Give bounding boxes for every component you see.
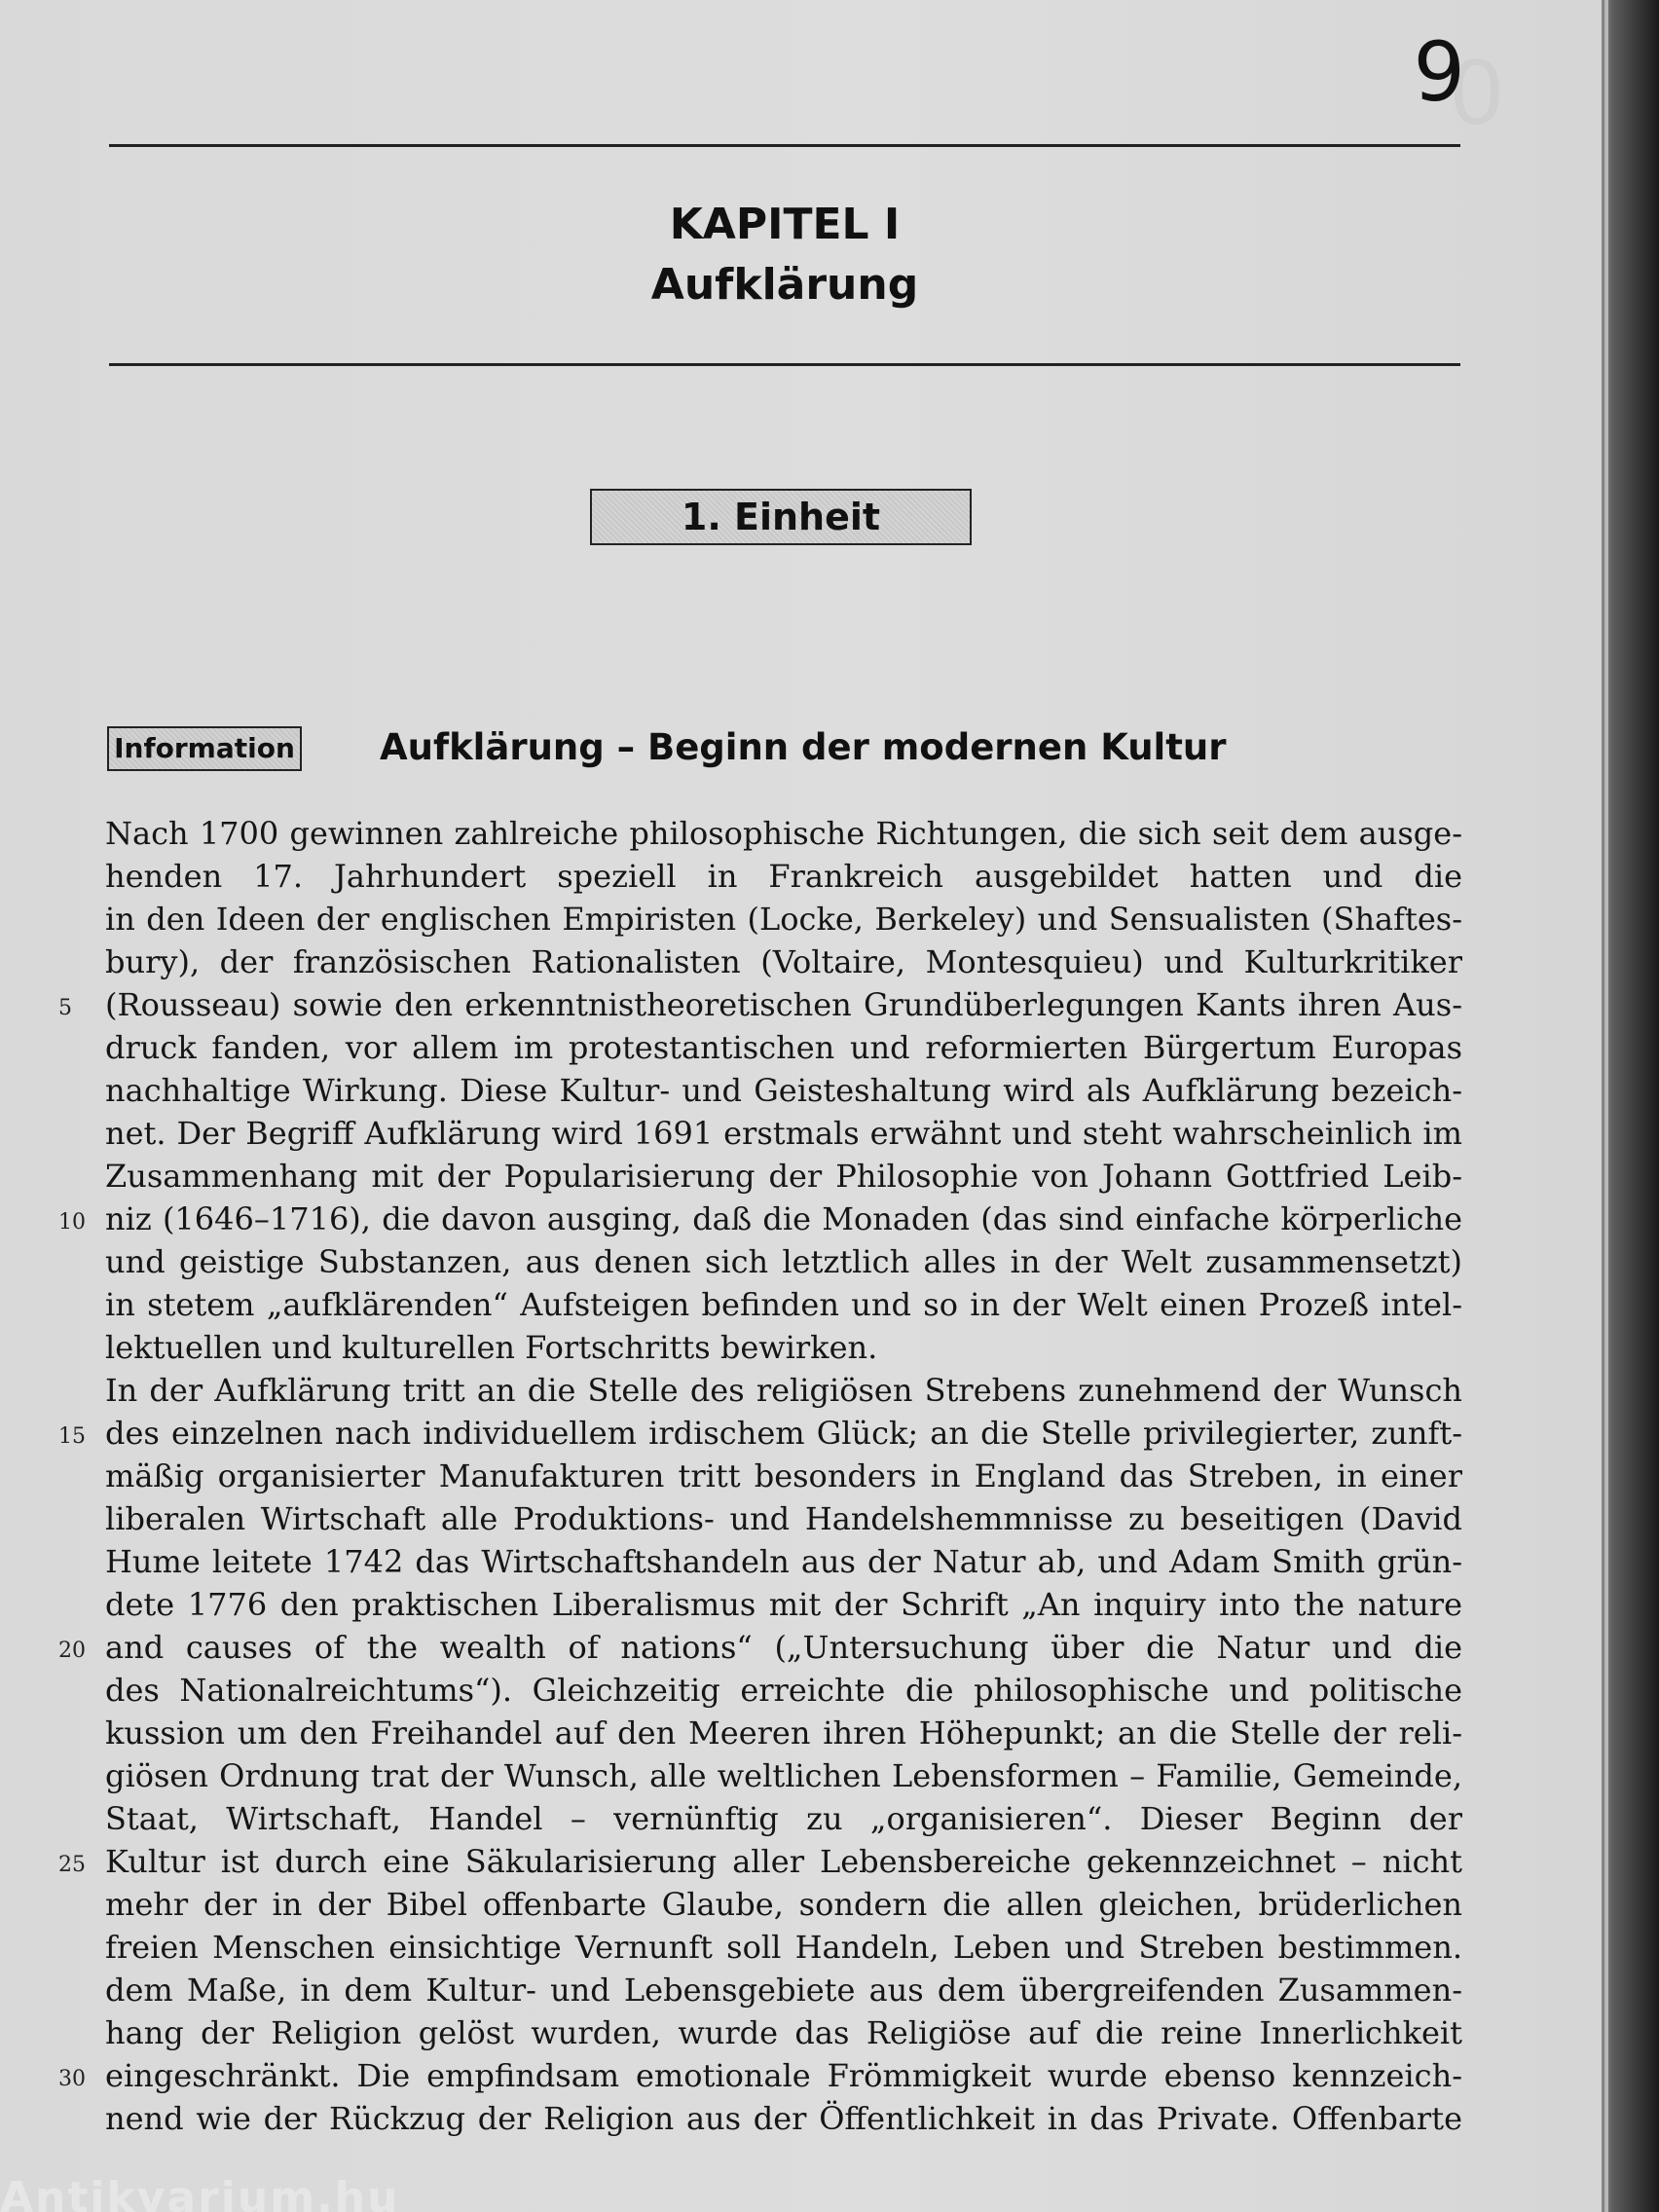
line-text: (Rousseau) sowie den erkenntnistheoretischen Grundüberlegungen Kants ihren Aus- (105, 986, 1462, 1023)
line-text: dete 1776 den praktischen Liberalismus mit der Schrift „An inquiry into the nature (105, 1586, 1462, 1623)
page-edge-highlight (1604, 0, 1608, 2212)
line-text: in den Ideen der englischen Empiristen (Locke, Berkeley) und Sensualisten (Shaftes- (105, 901, 1462, 938)
line-number: 5 (58, 996, 72, 1020)
text-line (58, 983, 1462, 1026)
body-text (58, 812, 1462, 2140)
line-text: liberalen Wirtschaft alle Produktions- und Handelshemmnisse zu beseitigen (David (105, 1500, 1462, 1537)
section-title: Aufklärung – Beginn der modernen Kultur (380, 726, 1227, 768)
unit-label-box: 1. Einheit (590, 489, 972, 545)
text-line (58, 1412, 1462, 1455)
line-text: In der Aufklärung tritt an die Stelle des religiösen Strebens zunehmend der Wunsch (105, 1372, 1462, 1409)
line-text: des einzelnen nach individuellem irdischem Glück; an die Stelle privilegierter, zunft- (105, 1415, 1462, 1452)
text-line (105, 1883, 1462, 1926)
line-text: bury), der französischen Rationalisten (Voltaire, Montesquieu) und Kulturkritiker (105, 943, 1462, 980)
line-text: Staat, Wirtschaft, Handel – vernünftig zu „organisieren“. Dieser Beginn der (105, 1800, 1462, 1837)
line-text: nend wie der Rückzug der Religion aus der Öffentlichkeit in das Private. Offenbarte (105, 2100, 1462, 2137)
line-text: freien Menschen einsichtige Vernunft soll Handeln, Leben und Streben bestimmen. (105, 1929, 1462, 1966)
line-text: dem Maße, in dem Kultur- und Lebensgebiete aus dem übergreifenden Zusammen- (105, 1972, 1462, 2009)
text-line (105, 812, 1462, 855)
text-line (105, 1326, 1462, 1369)
line-text: Nach 1700 gewinnen zahlreiche philosophische Richtungen, die sich seit dem ausge- (105, 815, 1462, 852)
text-line (105, 1283, 1462, 1326)
information-badge: Information (107, 726, 302, 771)
line-text: Kultur ist durch eine Säkularisierung aller Lebensbereiche gekennzeichnet – nicht (105, 1843, 1462, 1880)
text-line (105, 1712, 1462, 1754)
text-line (105, 940, 1462, 983)
text-line (58, 1626, 1462, 1669)
line-text: lektuellen und kulturellen Fortschritts bewirken. (105, 1329, 878, 1366)
text-line (105, 2097, 1462, 2140)
line-text: and causes of the wealth of nations“ („Untersuchung über die Natur und die (105, 1629, 1462, 1666)
line-text: kussion um den Freihandel auf den Meeren ihren Höhepunkt; an die Stelle der reli- (105, 1714, 1462, 1751)
text-line (58, 1840, 1462, 1883)
text-line (105, 2011, 1462, 2054)
text-line (105, 1583, 1462, 1626)
line-number: 15 (58, 1424, 86, 1449)
line-text: net. Der Begriff Aufklärung wird 1691 erstmals erwähnt und steht wahrscheinlich im (105, 1115, 1462, 1152)
line-text: henden 17. Jahrhundert speziell in Frankreich ausgebildet hatten und die (105, 858, 1462, 895)
text-line (105, 1669, 1462, 1712)
line-text: eingeschränkt. Die empfindsam emotionale Frömmigkeit wurde ebenso kennzeich- (105, 2057, 1462, 2094)
text-line (58, 2054, 1462, 2097)
text-line (105, 1026, 1462, 1069)
text-line (105, 1497, 1462, 1540)
line-number: 10 (58, 1210, 86, 1235)
text-line (105, 1926, 1462, 1969)
text-line (105, 1797, 1462, 1840)
text-line (105, 1540, 1462, 1583)
text-line (105, 898, 1462, 940)
text-line (58, 1198, 1462, 1240)
line-text: Hume leitete 1742 das Wirtschaftshandeln aus der Natur ab, und Adam Smith grün- (105, 1543, 1462, 1580)
text-line (105, 1754, 1462, 1797)
line-text: Zusammenhang mit der Popularisierung der Philosophie von Johann Gottfried Leib- (105, 1158, 1462, 1195)
line-text: giösen Ordnung trat der Wunsch, alle weltlichen Lebensformen – Familie, Gemeinde, (105, 1757, 1462, 1794)
line-text: mäßig organisierter Manufakturen tritt besonders in England das Streben, in einer (105, 1457, 1462, 1494)
text-line (105, 1240, 1462, 1283)
text-line (105, 1155, 1462, 1198)
text-line (105, 855, 1462, 898)
line-text: nachhaltige Wirkung. Diese Kultur- und Geisteshaltung wird als Aufklärung bezeich- (105, 1072, 1462, 1109)
line-text: druck fanden, vor allem im protestantischen und reformierten Bürgertum Europas (105, 1029, 1462, 1066)
text-line (105, 1069, 1462, 1112)
line-text: hang der Religion gelöst wurden, wurde das Religiöse auf die reine Innerlichkeit (105, 2014, 1462, 2051)
page-number: 9 (1413, 24, 1465, 120)
line-text: des Nationalreichtums“). Gleichzeitig erreichte die philosophische und politische (105, 1672, 1462, 1709)
line-text: und geistige Substanzen, aus denen sich letztlich alles in der Welt zusammensetzt) (105, 1243, 1462, 1280)
chapter-title: Aufklärung (650, 260, 919, 310)
chapter-heading (109, 195, 1460, 315)
line-number: 25 (58, 1853, 86, 1877)
page-edge-shadow (1602, 0, 1659, 2212)
bottom-rule (109, 363, 1460, 366)
chapter-label: KAPITEL I (669, 200, 901, 249)
line-text: mehr der in der Bibel offenbarte Glaube, sondern die allen gleichen, brüderlichen (105, 1886, 1462, 1923)
text-line (105, 1112, 1462, 1155)
line-number: 30 (58, 2067, 86, 2091)
bleed-through-number: 0 (1451, 40, 1503, 144)
line-text: in stetem „aufklärenden“ Aufsteigen befinden und so in der Welt einen Prozeß intel- (105, 1286, 1462, 1323)
line-text: niz (1646–1716), die davon ausging, daß die Monaden (das sind einfache körperliche (105, 1200, 1462, 1237)
line-number: 20 (58, 1639, 86, 1663)
text-line (105, 1969, 1462, 2011)
text-line (105, 1369, 1462, 1412)
text-line (105, 1455, 1462, 1497)
watermark: Antikvarium.hu (0, 2173, 400, 2212)
top-rule (109, 144, 1460, 147)
